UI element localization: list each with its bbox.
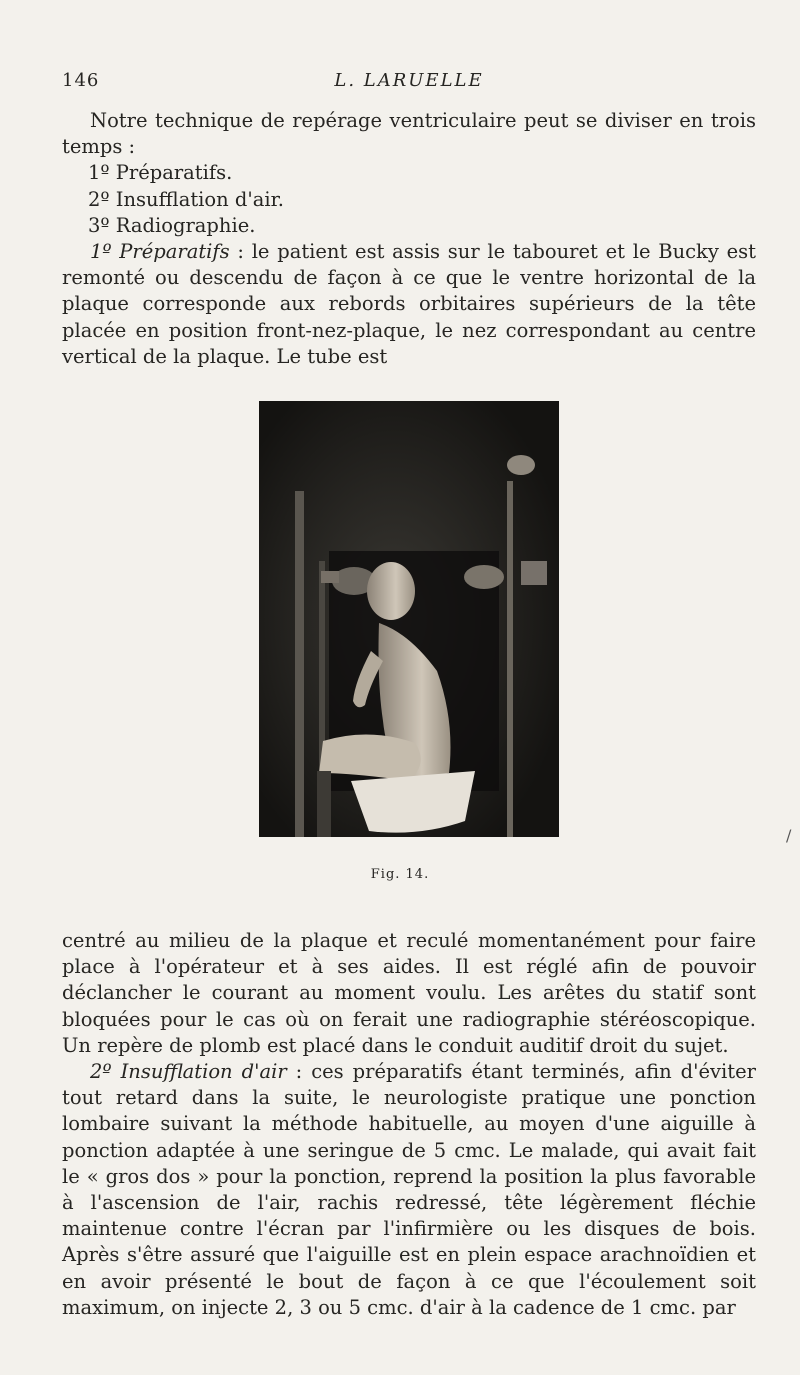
patient-photograph bbox=[259, 401, 559, 837]
figure-caption: Fig. 14. bbox=[370, 867, 430, 882]
paragraph-continuation: centré au milieu de la plaque et reculé momentanément pour faire place à l'opérateur et à ses aides. Il est réglé afin de pouvoir déclancher le courant au moment voulu. Les arêtes du statif sont bloquées pour le cas où on ferait une radiographie stéréoscopique. Un repère de plomb est placé dans le conduit auditif droit du sujet. bbox=[62, 929, 756, 1057]
page-header bbox=[62, 70, 756, 96]
step-item-3: 3º Radiographie. bbox=[88, 213, 256, 237]
page-number: 146 bbox=[62, 70, 100, 91]
step-item-1: 1º Préparatifs. bbox=[88, 161, 233, 185]
figure-photograph bbox=[259, 401, 559, 837]
paragraph-preparatifs bbox=[62, 239, 756, 370]
paragraph-label-preparatifs: 1º Préparatifs bbox=[90, 240, 230, 264]
paragraph-text-insufflation: : ces préparatifs étant terminés, afin d'éviter tout retard dans la suite, le neurologiste pratique une ponction lombaire suivant la méthode habituelle, au moyen d'une aiguille à ponction adaptée à une seringue de 5 cmc. Le malade, qui avait fait le « gros dos » pour la ponction, reprend la position la plus favorable à l'ascension de l'air, rachis redressé, tête légèrement fléchie maintenue contre l'écran par l'infirmière ou les disques de bois. Après s'être assuré que l'aiguille est en plein espace arachnoïdien et en avoir présenté le bout de façon à ce que l'écoulement soit maximum, on injecte 2, 3 ou 5 cmc. d'air à la cadence de 1 cmc. par bbox=[62, 1060, 756, 1319]
intro-paragraph: Notre technique de repérage ventriculaire peut se diviser en trois temps : bbox=[62, 109, 756, 159]
margin-mark: / bbox=[786, 826, 792, 845]
text-block-bottom bbox=[62, 928, 756, 1321]
running-title: L. LARUELLE bbox=[334, 70, 484, 91]
paragraph-text-preparatifs: : le patient est assis sur le tabouret et le Bucky est remonté ou descendu de façon à ce que le ventre horizontal de la plaque corresponde aux rebords orbitaires supérieurs de la tête placée en position front-nez-plaque, le nez correspondant au centre vertical de la plaque. Le tube est bbox=[62, 240, 756, 368]
step-item-2: 2º Insufflation d'air. bbox=[88, 187, 284, 211]
paragraph-insufflation bbox=[62, 1059, 756, 1321]
text-block-top bbox=[62, 108, 756, 370]
paragraph-label-insufflation: 2º Insufflation d'air bbox=[90, 1060, 287, 1084]
